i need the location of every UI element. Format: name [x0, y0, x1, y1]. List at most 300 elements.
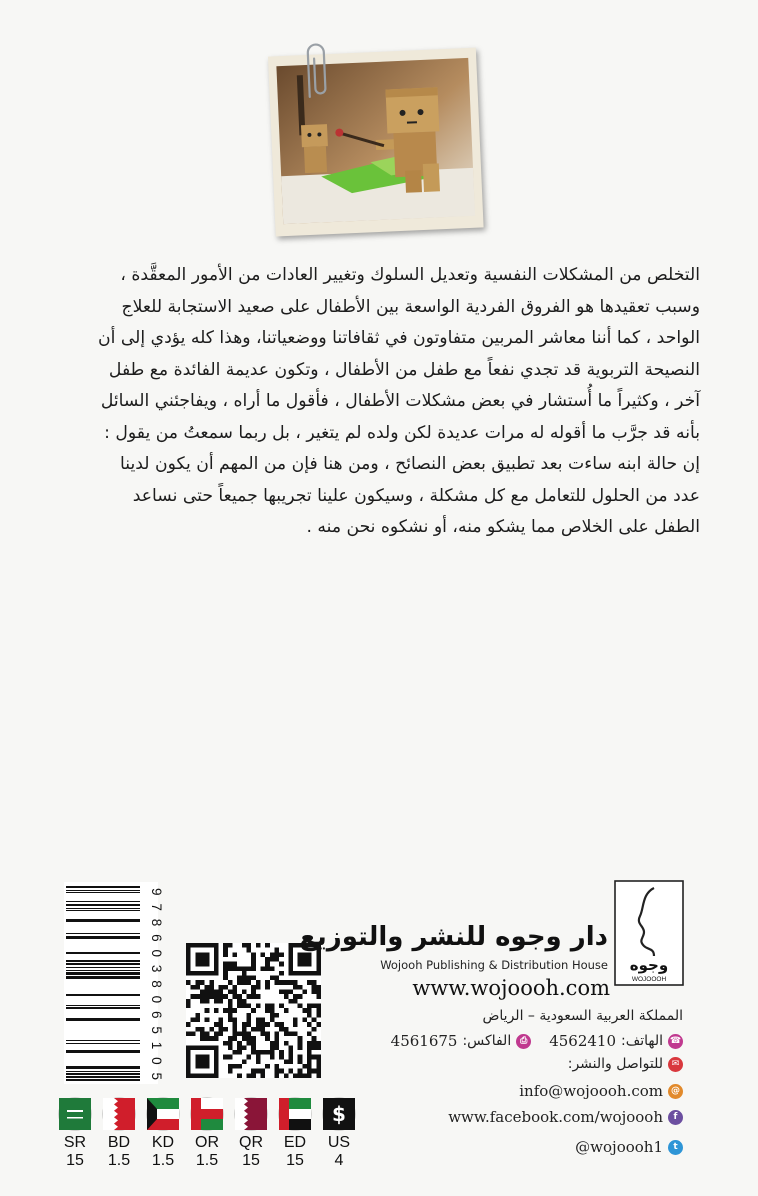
contact-label: للتواصل والنشر:: [567, 1056, 663, 1072]
qr-module: [312, 1055, 317, 1060]
qr-module: [191, 994, 196, 999]
barcode-bar: [66, 1071, 140, 1072]
qr-module: [237, 999, 242, 1004]
qr-module: [247, 948, 252, 953]
qr-module: [284, 1059, 289, 1064]
qr-module: [270, 952, 275, 957]
qr-module: [288, 990, 293, 995]
qr-module: [247, 1004, 252, 1009]
qr-module: [242, 971, 247, 976]
qr-module: [205, 1008, 210, 1013]
qr-module: [228, 1041, 233, 1046]
barcode-bar: [66, 967, 140, 968]
qr-module: [247, 1017, 252, 1022]
qr-module: [265, 957, 270, 962]
kuwait-flag-icon: [147, 1098, 179, 1130]
currency-amount: 1.5: [107, 1152, 131, 1169]
qr-module: [209, 985, 214, 990]
qr-module: [237, 980, 242, 985]
qr-module: [270, 1008, 275, 1013]
qr-module: [214, 1036, 219, 1041]
qr-code[interactable]: [186, 938, 321, 1083]
qr-module: [284, 1027, 289, 1032]
qr-module: [228, 1017, 233, 1022]
qr-module: [307, 1069, 312, 1074]
currency-amount: 15: [66, 1152, 84, 1169]
qr-module: [288, 999, 293, 1004]
contact-row: [568, 1056, 683, 1072]
currency-code: BD: [107, 1134, 131, 1151]
barcode-bar: [66, 886, 140, 888]
qr-module: [288, 1055, 293, 1060]
qr-module: [214, 1022, 219, 1027]
qr-module: [260, 1027, 265, 1032]
qr-module: [205, 1017, 210, 1022]
qr-module: [270, 1013, 275, 1018]
qr-module: [200, 999, 205, 1004]
blurb-line: وسبب تعقيدها هو الفروق الفردية الواسعة بين الأطفال على صعيد الاستجابة للعلاج: [121, 296, 700, 317]
qr-module: [205, 1036, 210, 1041]
paperclip-icon: [297, 40, 330, 103]
qr-module: [228, 1008, 233, 1013]
qr-graphic[interactable]: [186, 938, 321, 1083]
qr-module: [242, 976, 247, 981]
price-list: [58, 1098, 358, 1178]
qr-module: [228, 966, 233, 971]
qr-module: [302, 1017, 307, 1022]
qr-module: [233, 990, 238, 995]
qr-module: [247, 1022, 252, 1027]
qr-module: [186, 1004, 191, 1009]
email-icon: @: [668, 1084, 683, 1099]
barcode-bar: [66, 1073, 140, 1075]
qr-module: [242, 1045, 247, 1050]
barcode-bar: [66, 936, 140, 939]
qr-module: [307, 1059, 312, 1064]
qr-module: [200, 1036, 205, 1041]
email-row: [519, 1082, 683, 1100]
blurb-line: عدد من الحلول للتعامل مع كل مشكلة ، وسيكون علينا تجريبها جميعاً حتى نساعد: [132, 485, 700, 506]
barcode-bar: [66, 952, 140, 954]
qr-finder-pattern: [195, 952, 209, 966]
qr-module: [256, 1017, 261, 1022]
qr-module: [279, 1055, 284, 1060]
currency-code: QR: [239, 1134, 263, 1151]
barcode-bar: [66, 976, 140, 979]
qr-module: [228, 1055, 233, 1060]
phone-number[interactable]: 4562410: [549, 1032, 617, 1050]
qr-module: [233, 966, 238, 971]
qr-module: [265, 1050, 270, 1055]
qr-module: [316, 990, 321, 995]
qr-module: [265, 1064, 270, 1069]
qr-module: [233, 994, 238, 999]
qr-module: [205, 990, 210, 995]
currency-amount: 15: [286, 1152, 304, 1169]
qr-module: [237, 1041, 242, 1046]
price-us: [322, 1098, 356, 1170]
qr-module: [284, 1031, 289, 1036]
qr-module: [233, 1031, 238, 1036]
qr-module: [209, 980, 214, 985]
qr-module: [316, 1004, 321, 1009]
qr-module: [247, 1055, 252, 1060]
qr-module: [195, 994, 200, 999]
barcode-bar: [66, 960, 140, 962]
qr-module: [233, 1008, 238, 1013]
qr-module: [270, 1004, 275, 1009]
qr-module: [312, 980, 317, 985]
qr-module: [247, 1031, 252, 1036]
qr-module: [205, 994, 210, 999]
qr-module: [251, 966, 256, 971]
qr-module: [298, 1073, 303, 1078]
qr-module: [209, 1036, 214, 1041]
qr-module: [228, 999, 233, 1004]
qr-module: [307, 1055, 312, 1060]
qr-module: [256, 985, 261, 990]
qr-module: [270, 1055, 275, 1060]
qr-module: [214, 994, 219, 999]
qr-module: [223, 994, 228, 999]
qr-module: [274, 1069, 279, 1074]
qr-module: [298, 1059, 303, 1064]
qr-module: [191, 985, 196, 990]
qr-module: [256, 1059, 261, 1064]
qr-module: [312, 1027, 317, 1032]
qr-module: [251, 990, 256, 995]
qr-module: [270, 976, 275, 981]
qr-module: [223, 948, 228, 953]
qr-module: [200, 1027, 205, 1032]
qr-module: [307, 1031, 312, 1036]
qr-module: [316, 1055, 321, 1060]
qr-module: [265, 1031, 270, 1036]
qr-module: [260, 1050, 265, 1055]
qr-module: [223, 1008, 228, 1013]
qr-module: [270, 1041, 275, 1046]
qr-module: [307, 1041, 312, 1046]
price-or: [190, 1098, 224, 1170]
qr-module: [195, 980, 200, 985]
currency-code: OR: [195, 1134, 219, 1151]
qr-module: [256, 980, 261, 985]
facebook-url[interactable]: www.facebook.com/wojoooh: [448, 1108, 663, 1126]
bahrain-flag-icon: [103, 1098, 135, 1130]
qr-module: [237, 1073, 242, 1078]
qr-module: [219, 1031, 224, 1036]
qr-module: [223, 976, 228, 981]
qr-module: [293, 1073, 298, 1078]
qr-module: [228, 1064, 233, 1069]
qr-module: [251, 1069, 256, 1074]
qr-module: [260, 1073, 265, 1078]
qr-module: [284, 1041, 289, 1046]
currency-amount: 4: [334, 1152, 344, 1169]
barcode-bar: [66, 1007, 140, 1009]
qr-module: [242, 1004, 247, 1009]
currency-code: KD: [151, 1134, 175, 1151]
qr-module: [274, 1045, 279, 1050]
qr-module: [219, 1027, 224, 1032]
qr-module: [247, 943, 252, 948]
qr-module: [247, 980, 252, 985]
qr-module: [307, 1050, 312, 1055]
qr-module: [279, 980, 284, 985]
blurb-line: بأنه قد جرَّب ما أقوله له مرات عديدة لكن ولده لم يتغير ، بل ربما سمعتُ من يقول :: [104, 422, 700, 443]
qr-module: [312, 1004, 317, 1009]
barcode-bar: [66, 1079, 140, 1081]
qr-module: [279, 990, 284, 995]
qr-module: [223, 952, 228, 957]
qr-module: [279, 1004, 284, 1009]
qr-module: [260, 1069, 265, 1074]
qr-module: [279, 952, 284, 957]
qr-module: [214, 1008, 219, 1013]
qr-module: [265, 1004, 270, 1009]
qr-module: [256, 1050, 261, 1055]
dollar-icon: [323, 1098, 355, 1130]
back-cover-blurb: [60, 260, 700, 544]
qr-module: [298, 1004, 303, 1009]
qr-module: [191, 1031, 196, 1036]
facebook-row: [448, 1108, 683, 1126]
qr-module: [223, 1055, 228, 1060]
qr-module: [237, 1064, 242, 1069]
oman-flag-icon: [191, 1098, 223, 1130]
qr-module: [251, 957, 256, 962]
qr-module: [279, 962, 284, 967]
qr-module: [237, 976, 242, 981]
qr-module: [288, 1069, 293, 1074]
qr-module: [270, 1017, 275, 1022]
qr-module: [298, 1045, 303, 1050]
contact-icon: ✉: [668, 1057, 683, 1072]
qr-module: [265, 943, 270, 948]
barcode-bar: [66, 908, 140, 909]
qr-module: [265, 1008, 270, 1013]
qr-module: [307, 1008, 312, 1013]
qr-module: [316, 1013, 321, 1018]
qr-module: [247, 1041, 252, 1046]
barcode-bar: [66, 933, 140, 934]
barcode-graphic: [64, 882, 164, 1084]
qr-module: [302, 990, 307, 995]
qr-module: [237, 1004, 242, 1009]
qr-module: [256, 1069, 261, 1074]
barcode-bar: [66, 963, 140, 965]
qr-module: [233, 1036, 238, 1041]
svg-text:$: $: [332, 1102, 346, 1126]
qr-module: [247, 1036, 252, 1041]
price-sr: [58, 1098, 92, 1170]
qr-module: [279, 1022, 284, 1027]
barcode-bar: [66, 919, 140, 922]
currency-amount: 15: [242, 1152, 260, 1169]
qr-module: [288, 1050, 293, 1055]
qr-module: [256, 1027, 261, 1032]
qr-module: [223, 971, 228, 976]
qr-module: [209, 1027, 214, 1032]
qr-module: [316, 1022, 321, 1027]
qr-module: [214, 999, 219, 1004]
publisher-logo: [614, 880, 684, 986]
qr-module: [242, 990, 247, 995]
qr-module: [270, 1050, 275, 1055]
qr-module: [293, 1017, 298, 1022]
currency-code: ED: [283, 1134, 307, 1151]
qr-module: [274, 976, 279, 981]
qr-module: [233, 962, 238, 967]
facebook-icon: f: [668, 1110, 683, 1125]
qr-module: [279, 971, 284, 976]
qr-module: [237, 1045, 242, 1050]
qr-module: [251, 1008, 256, 1013]
qr-module: [214, 1031, 219, 1036]
qr-module: [195, 1027, 200, 1032]
qr-module: [298, 994, 303, 999]
qr-module: [205, 1031, 210, 1036]
qr-module: [237, 966, 242, 971]
barcode-bar: [66, 1005, 140, 1006]
qr-module: [265, 1036, 270, 1041]
barcode-bar: [66, 1076, 140, 1078]
blurb-line: الواحد ، كما أننا معاشر المربين متفاوتون في ثقافاتنا ووضعياتنا، وهذا كله يؤدي إلى أن: [97, 328, 700, 348]
qr-module: [316, 1064, 321, 1069]
qr-module: [270, 957, 275, 962]
qr-module: [242, 943, 247, 948]
qr-module: [312, 985, 317, 990]
qr-module: [242, 980, 247, 985]
qr-module: [312, 1017, 317, 1022]
qr-module: [219, 1022, 224, 1027]
twitter-handle[interactable]: @wojoooh1: [575, 1138, 663, 1156]
qr-module: [228, 962, 233, 967]
qr-module: [316, 1041, 321, 1046]
phone-fax-row: [391, 1032, 683, 1050]
phone-label: الهاتف:: [621, 1033, 663, 1049]
qr-module: [223, 943, 228, 948]
qr-module: [274, 1022, 279, 1027]
logo-text: وجوه: [629, 956, 669, 974]
barcode-bar: [66, 1018, 140, 1021]
qr-module: [316, 1008, 321, 1013]
qr-module: [312, 1036, 317, 1041]
qr-module: [274, 957, 279, 962]
qr-module: [242, 1031, 247, 1036]
qr-module: [298, 1036, 303, 1041]
qr-module: [260, 1017, 265, 1022]
publisher-name-english: Wojooh Publishing & Distribution House: [380, 958, 608, 972]
qr-module: [307, 980, 312, 985]
qr-module: [237, 994, 242, 999]
barcode-bar: [66, 972, 140, 975]
twitter-icon: t: [668, 1140, 683, 1155]
qr-module: [228, 1004, 233, 1009]
saudi-flag-icon: [59, 1098, 91, 1130]
qr-module: [251, 994, 256, 999]
qr-module: [312, 1045, 317, 1050]
barcode-bar: [66, 910, 140, 911]
qr-module: [284, 994, 289, 999]
qr-module: [256, 943, 261, 948]
qr-module: [293, 985, 298, 990]
qr-module: [186, 999, 191, 1004]
qr-module: [274, 948, 279, 953]
barcode-bar: [66, 1043, 140, 1044]
qr-module: [298, 985, 303, 990]
qr-module: [274, 1073, 279, 1078]
qr-module: [274, 980, 279, 985]
qr-module: [298, 1055, 303, 1060]
qr-module: [316, 1059, 321, 1064]
blurb-line: التخلص من المشكلات النفسية وتعديل السلوك وتغيير العادات من الأمور المعقَّدة ،: [120, 265, 700, 285]
qr-module: [279, 1027, 284, 1032]
qr-module: [293, 999, 298, 1004]
qr-module: [242, 1036, 247, 1041]
qr-module: [223, 962, 228, 967]
qr-module: [298, 1069, 303, 1074]
publisher-name-arabic: دار وجوه للنشر والتوزيع: [299, 922, 608, 952]
qr-module: [251, 962, 256, 967]
qr-module: [247, 1013, 252, 1018]
qr-module: [247, 1073, 252, 1078]
currency-amount: 1.5: [195, 1152, 219, 1169]
qr-module: [316, 1069, 321, 1074]
qr-module: [288, 1059, 293, 1064]
blurb-line: آخر ، وكثيراً ما أُستشار في بعض مشكلات الأطفال ، فأقول ما أراه ، ويفاجئني السائل: [100, 391, 700, 411]
qr-module: [270, 1045, 275, 1050]
qr-module: [288, 980, 293, 985]
qr-module: [219, 1017, 224, 1022]
fax-icon: ⎙: [516, 1034, 531, 1049]
publisher-website[interactable]: www.wojoooh.com: [412, 976, 610, 1000]
cover-photo: [268, 48, 486, 247]
qr-module: [242, 966, 247, 971]
qr-module: [233, 1022, 238, 1027]
qr-module: [293, 1022, 298, 1027]
qr-module: [270, 966, 275, 971]
qr-module: [233, 985, 238, 990]
qr-module: [195, 985, 200, 990]
qr-module: [223, 1027, 228, 1032]
qr-module: [316, 985, 321, 990]
qr-module: [200, 1031, 205, 1036]
barcode-bar: [66, 901, 140, 902]
qr-module: [247, 994, 252, 999]
qr-module: [316, 1045, 321, 1050]
barcode-bar: [66, 890, 140, 891]
currency-code: US: [327, 1134, 351, 1151]
qr-module: [256, 994, 261, 999]
fax-number[interactable]: 4561675: [390, 1032, 458, 1050]
qr-module: [237, 1050, 242, 1055]
qr-module: [298, 1041, 303, 1046]
uae-flag-icon: [279, 1098, 311, 1130]
qr-module: [219, 990, 224, 995]
qr-module: [228, 1045, 233, 1050]
price-qr: [234, 1098, 268, 1170]
qr-module: [274, 1041, 279, 1046]
currency-amount: 1.5: [151, 1152, 175, 1169]
qr-module: [214, 990, 219, 995]
qr-module: [256, 1022, 261, 1027]
qr-module: [284, 1073, 289, 1078]
qr-module: [307, 1073, 312, 1078]
email-address[interactable]: info@wojoooh.com: [519, 1082, 663, 1100]
qr-module: [228, 990, 233, 995]
price-kd: [146, 1098, 180, 1170]
